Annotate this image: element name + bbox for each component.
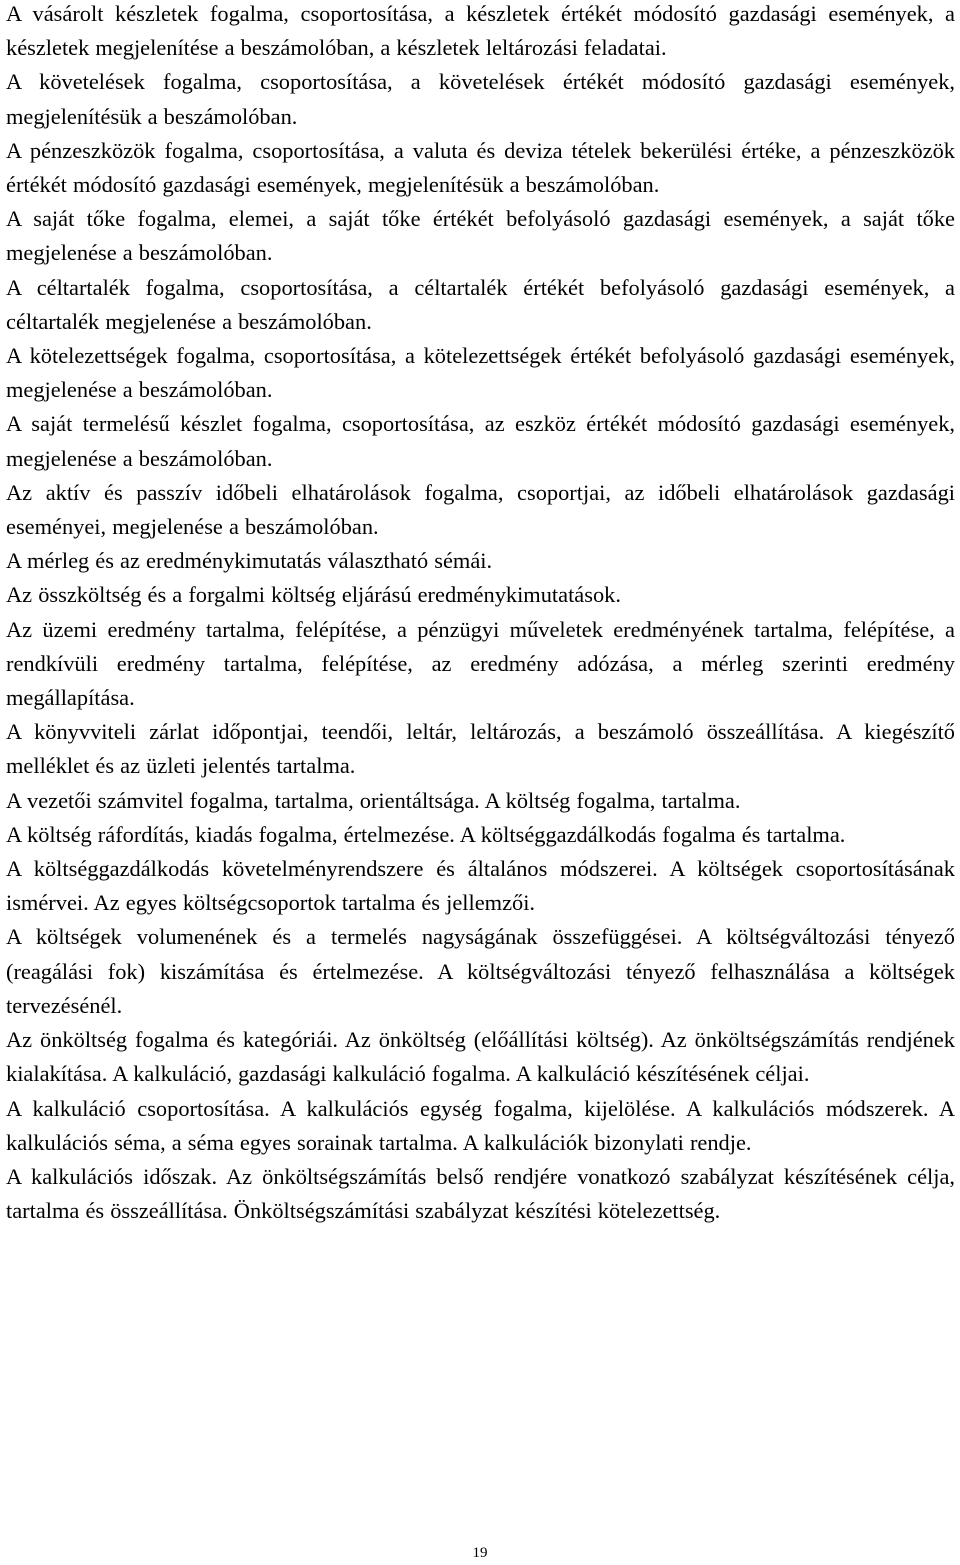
paragraph-unit-cost: Az önköltség fogalma és kategóriái. Az önköltség (előállítási költség). Az önköltségszámítás rendjének kialakítása. A kalkuláció, gazdasági kalkuláció fogalma. A kalkuláció készítésének céljai. — [6, 1027, 955, 1087]
paragraph-purchased-inventory: A vásárolt készletek fogalma, csoportosítása, a készletek értékét módosító gazdasági események, a készletek megjelenítése a beszámolóban, a készletek leltározási feladatai. — [6, 1, 955, 61]
paragraph-closing: A könyvviteli zárlat időpontjai, teendői, leltár, leltározás, a beszámoló összeállítása. A kiegészítő melléklet és az üzleti jelentés tartalma. — [6, 719, 955, 779]
paragraph-cash-equivalents: A pénzeszközök fogalma, csoportosítása, a valuta és deviza tételek bekerülési értéke, a pénzeszközök értékét módosító gazdasági események, megjelenítésük a beszámolóban. — [6, 137, 955, 198]
paragraph-cost-expense: A költség ráfordítás, kiadás fogalma, értelmezése. A költséggazdálkodás fogalma és tartalma. — [6, 821, 846, 847]
paragraph-operating-result: Az üzemi eredmény tartalma, felépítése, a pénzügyi műveletek eredményének tartalma, felépítése, a rendkívüli eredmény tartalma, felépítése, az eredmény adózása, a mérleg szerinti eredmény megállapítása. — [6, 616, 955, 711]
page-number: 19 — [472, 1545, 488, 1561]
paragraph-cost-management: A költséggazdálkodás követelményrendszere és általános módszerei. A költségek csoportosításának ismérvei. Az egyes költségcsoportok tartalma és jellemzői. — [6, 856, 955, 916]
paragraph-provisions: A céltartalék fogalma, csoportosítása, a céltartalék értékét befolyásoló gazdasági események, a céltartalék megjelenése a beszámolóban. — [6, 274, 955, 334]
paragraph-cost-volume: A költségek volumenének és a termelés nagyságának összefüggései. A költségváltozási tényező (reagálási fok) kiszámítása és értelmezése. A költségváltozási tényező felhasználása a költségek tervezésénél. — [6, 924, 955, 1018]
paragraph-equity: A saját tőke fogalma, elemei, a saját tőke értékét befolyásoló gazdasági események, a saját tőke megjelenése a beszámolóban. — [6, 206, 955, 266]
paragraph-income-statements: Az összköltség és a forgalmi költség eljárású eredménykimutatások. — [6, 582, 621, 608]
paragraph-liabilities: A kötelezettségek fogalma, csoportosítása, a kötelezettségek értékét befolyásoló gazdasági események, megjelenése a beszámolóban. — [6, 343, 955, 403]
paragraph-receivables: A követelések fogalma, csoportosítása, a követelések értékét módosító gazdasági események, megjelenítésük a beszámolóban. — [6, 69, 955, 129]
paragraph-accruals-deferrals: Az aktív és passzív időbeli elhatárolások fogalma, csoportjai, az időbeli elhatárolások gazdasági eseményei, megjelenése a beszámolóban. — [6, 479, 955, 540]
paragraph-calculation-period: A kalkulációs időszak. Az önköltségszámítás belső rendjére vonatkozó szabályzat készítésének célja, tartalma és összeállítása. Önköltségszámítási szabályzat készítési kötelezettség. — [6, 1163, 955, 1224]
paragraph-management-accounting: A vezetői számvitel fogalma, tartalma, orientáltsága. A költség fogalma, tartalma. — [6, 787, 741, 813]
paragraph-calculation-grouping: A kalkuláció csoportosítása. A kalkulációs egység fogalma, kijelölése. A kalkulációs módszerek. A kalkulációs séma, a séma egyes sorainak tartalma. A kalkulációk bizonylati rendje. — [6, 1095, 955, 1155]
paragraph-balance-sheet-schemes: A mérleg és az eredménykimutatás választható sémái. — [6, 548, 493, 574]
document-body — [6, 0, 955, 1228]
paragraph-own-produced-inventory: A saját termelésű készlet fogalma, csoportosítása, az eszköz értékét módosító gazdasági események, megjelenése a beszámolóban. — [6, 411, 955, 471]
